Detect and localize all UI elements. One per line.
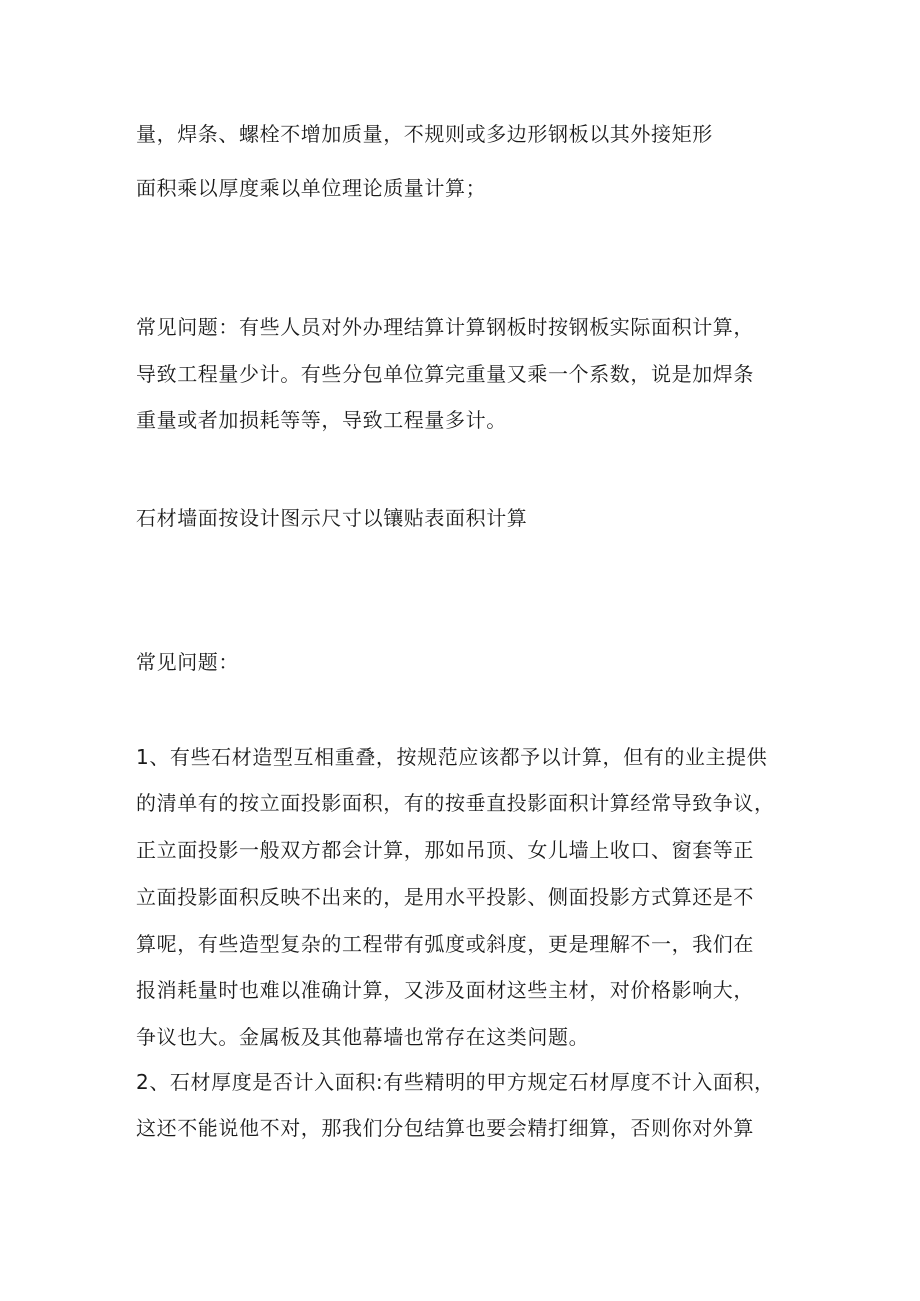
text-line: 面积乘以厚度乘以单位理论质量计算；: [136, 176, 487, 200]
text-line: 这还不能说他不对，那我们分包结算也要会精打细算，否则你对外算: [136, 1116, 754, 1140]
text-line: 重量或者加损耗等等，导致工程量多计。: [136, 408, 507, 432]
text-line: 算呢，有些造型复杂的工程带有弧度或斜度，更是理解不一，我们在: [136, 932, 754, 956]
text-line: 石材墙面按设计图示尺寸以镶贴表面积计算: [136, 506, 528, 530]
text-line: 的清单有的按立面投影面积，有的按垂直投影面积计算经常导致争议，: [136, 791, 775, 815]
text-line: 立面投影面积反映不出来的，是用水平投影、侧面投影方式算还是不: [136, 885, 754, 909]
text-line: 2、石材厚度是否计入面积:有些精明的甲方规定石材厚度不计入面积，: [136, 1070, 775, 1094]
text-line: 正立面投影一般双方都会计算，那如吊顶、女儿墙上收口、窗套等正: [136, 838, 754, 862]
text-line: 争议也大。金属板及其他幕墙也常存在这类问题。: [136, 1025, 590, 1049]
text-line: 常见问题：: [136, 650, 239, 674]
text-line: 导致工程量少计。有些分包单位算完重量又乘一个系数，说是加焊条: [136, 362, 754, 386]
text-line: 常见问题：有些人员对外办理结算计算钢板时按钢板实际面积计算，: [136, 315, 754, 339]
text-line: 量，焊条、螺栓不增加质量，不规则或多边形钢板以其外接矩形: [136, 122, 713, 146]
text-line: 报消耗量时也难以准确计算，又涉及面材这些主材，对价格影响大，: [136, 978, 754, 1002]
text-line: 1、有些石材造型互相重叠，按规范应该都予以计算，但有的业主提供: [136, 745, 768, 769]
